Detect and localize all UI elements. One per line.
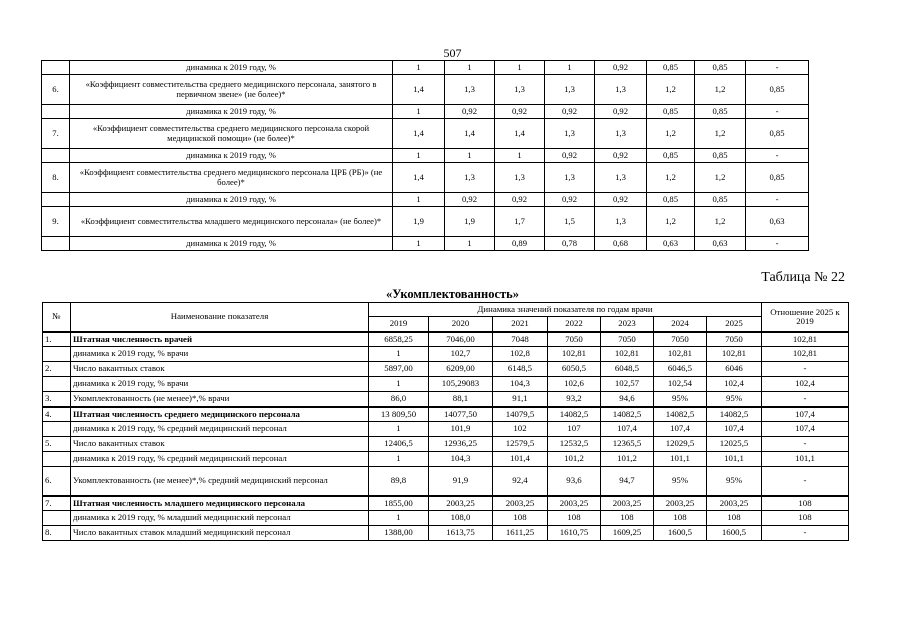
value-cell: 0,92 bbox=[595, 105, 647, 119]
value-cell: 1,4 bbox=[495, 119, 545, 149]
value-cell: 13 809,50 bbox=[369, 407, 429, 422]
table-row bbox=[43, 407, 849, 422]
value-cell: 1,3 bbox=[595, 163, 647, 193]
value-cell: 1,2 bbox=[695, 75, 746, 105]
indicator-name: «Коэффициент совместительства младшего медицинского персонала» (не более)* bbox=[70, 207, 393, 237]
header-name: Наименование показателя bbox=[71, 303, 369, 332]
value-cell: 1 bbox=[393, 237, 445, 251]
value-cell: 88,1 bbox=[429, 392, 493, 407]
value-cell: 6048,5 bbox=[601, 362, 654, 377]
value-cell: 102,7 bbox=[429, 347, 493, 362]
value-cell: 0,63 bbox=[695, 237, 746, 251]
value-cell: 1 bbox=[545, 61, 595, 75]
ratio-cell: 107,4 bbox=[762, 422, 849, 437]
value-cell: 1611,25 bbox=[493, 526, 548, 541]
value-cell: 1610,75 bbox=[548, 526, 601, 541]
header-year: 2022 bbox=[548, 317, 601, 332]
value-cell: 1,5 bbox=[545, 207, 595, 237]
table-row bbox=[43, 377, 849, 392]
value-cell: 1,9 bbox=[393, 207, 445, 237]
table-row bbox=[42, 207, 809, 237]
value-cell: 108 bbox=[601, 511, 654, 526]
value-cell: 101,4 bbox=[493, 452, 548, 467]
table-row bbox=[43, 437, 849, 452]
ratio-cell: - bbox=[746, 149, 809, 163]
value-cell: 0,92 bbox=[595, 149, 647, 163]
value-cell: 107,4 bbox=[654, 422, 707, 437]
ratio-cell: - bbox=[762, 362, 849, 377]
ratio-cell: 108 bbox=[762, 496, 849, 511]
value-cell: 1,4 bbox=[393, 163, 445, 193]
ratio-cell: - bbox=[746, 237, 809, 251]
value-cell: 1,3 bbox=[595, 207, 647, 237]
value-cell: 104,3 bbox=[493, 377, 548, 392]
indicator-name: Штатная численность врачей bbox=[71, 332, 369, 347]
header-year: 2020 bbox=[429, 317, 493, 332]
value-cell: 101,9 bbox=[429, 422, 493, 437]
value-cell: 1 bbox=[393, 105, 445, 119]
indicator-name: «Коэффициент совместительства среднего медицинского персонала, занятого в первичном звене» (не более)* bbox=[70, 75, 393, 105]
value-cell: 7050 bbox=[654, 332, 707, 347]
indicator-name: Укомплектованность (не менее)*,% врачи bbox=[71, 392, 369, 407]
table-row bbox=[42, 119, 809, 149]
row-number: 4. bbox=[43, 407, 71, 422]
ratio-cell: 107,4 bbox=[762, 407, 849, 422]
table-row bbox=[43, 332, 849, 347]
value-cell: 6858,25 bbox=[369, 332, 429, 347]
value-cell: 1,3 bbox=[495, 163, 545, 193]
value-cell: 1613,75 bbox=[429, 526, 493, 541]
value-cell: 95% bbox=[654, 467, 707, 496]
value-cell: 14082,5 bbox=[654, 407, 707, 422]
value-cell: 1 bbox=[369, 511, 429, 526]
value-cell: 102,81 bbox=[707, 347, 762, 362]
header-ratio: Отношение 2025 к 2019 bbox=[762, 303, 849, 332]
value-cell: 12029,5 bbox=[654, 437, 707, 452]
value-cell: 1 bbox=[445, 61, 495, 75]
value-cell: 104,3 bbox=[429, 452, 493, 467]
value-cell: 102 bbox=[493, 422, 548, 437]
indicator-name: «Коэффициент совместительства среднего медицинского персонала скорой медицинской помощи» (не более)* bbox=[70, 119, 393, 149]
ratio-cell: 101,1 bbox=[762, 452, 849, 467]
row-number bbox=[43, 422, 71, 437]
table-row bbox=[43, 452, 849, 467]
table-row bbox=[42, 75, 809, 105]
value-cell: 2003,25 bbox=[429, 496, 493, 511]
ratio-cell: 0,85 bbox=[746, 75, 809, 105]
value-cell: 1 bbox=[369, 377, 429, 392]
value-cell: 1,2 bbox=[647, 119, 695, 149]
indicator-name: динамика к 2019 году, % bbox=[70, 105, 393, 119]
value-cell: 0,92 bbox=[545, 105, 595, 119]
value-cell: 1 bbox=[445, 237, 495, 251]
table-row bbox=[43, 422, 849, 437]
value-cell: 2003,25 bbox=[493, 496, 548, 511]
value-cell: 14077,50 bbox=[429, 407, 493, 422]
indicator-name: динамика к 2019 году, % bbox=[70, 61, 393, 75]
value-cell: 93,6 bbox=[548, 467, 601, 496]
ratio-cell: 102,4 bbox=[762, 377, 849, 392]
value-cell: 1,2 bbox=[647, 75, 695, 105]
value-cell: 1 bbox=[445, 149, 495, 163]
value-cell: 6050,5 bbox=[548, 362, 601, 377]
value-cell: 0,85 bbox=[695, 61, 746, 75]
value-cell: 1,2 bbox=[695, 207, 746, 237]
value-cell: 0,63 bbox=[647, 237, 695, 251]
value-cell: 1,3 bbox=[545, 163, 595, 193]
value-cell: 12579,5 bbox=[493, 437, 548, 452]
value-cell: 107,4 bbox=[601, 422, 654, 437]
value-cell: 1600,5 bbox=[707, 526, 762, 541]
value-cell: 108 bbox=[493, 511, 548, 526]
value-cell: 1 bbox=[393, 61, 445, 75]
indicator-name: динамика к 2019 году, % младший медицинский персонал bbox=[71, 511, 369, 526]
row-number bbox=[43, 347, 71, 362]
value-cell: 14082,5 bbox=[707, 407, 762, 422]
table-row bbox=[43, 362, 849, 377]
value-cell: 0,85 bbox=[647, 193, 695, 207]
value-cell: 12936,25 bbox=[429, 437, 493, 452]
row-number bbox=[42, 193, 70, 207]
row-number bbox=[43, 452, 71, 467]
ratio-cell: - bbox=[746, 61, 809, 75]
table-row bbox=[42, 193, 809, 207]
indicator-name: «Коэффициент совместительства среднего медицинского персонала ЦРБ (РБ)» (не более)* bbox=[70, 163, 393, 193]
indicator-name: динамика к 2019 году, % врачи bbox=[71, 347, 369, 362]
ratio-cell: - bbox=[762, 392, 849, 407]
value-cell: 94,6 bbox=[601, 392, 654, 407]
value-cell: 0,92 bbox=[595, 61, 647, 75]
indicator-name: Число вакантных ставок bbox=[71, 437, 369, 452]
indicator-name: динамика к 2019 году, % bbox=[70, 149, 393, 163]
value-cell: 6148,5 bbox=[493, 362, 548, 377]
table-row bbox=[42, 61, 809, 75]
indicator-name: динамика к 2019 году, % bbox=[70, 237, 393, 251]
value-cell: 107 bbox=[548, 422, 601, 437]
value-cell: 6209,00 bbox=[429, 362, 493, 377]
table-row bbox=[43, 467, 849, 496]
indicator-name: Штатная численность младшего медицинского персонала bbox=[71, 496, 369, 511]
value-cell: 102,57 bbox=[601, 377, 654, 392]
value-cell: 14082,5 bbox=[601, 407, 654, 422]
row-number: 1. bbox=[43, 332, 71, 347]
ratio-cell: 0,85 bbox=[746, 163, 809, 193]
value-cell: 1,2 bbox=[647, 163, 695, 193]
value-cell: 1 bbox=[369, 347, 429, 362]
value-cell: 0,85 bbox=[647, 149, 695, 163]
value-cell: 2003,25 bbox=[707, 496, 762, 511]
value-cell: 0,92 bbox=[495, 193, 545, 207]
value-cell: 1855,00 bbox=[369, 496, 429, 511]
value-cell: 0,68 bbox=[595, 237, 647, 251]
value-cell: 108 bbox=[654, 511, 707, 526]
header-year: 2024 bbox=[654, 317, 707, 332]
value-cell: 101,2 bbox=[601, 452, 654, 467]
value-cell: 91,1 bbox=[493, 392, 548, 407]
table-row bbox=[42, 237, 809, 251]
value-cell: 102,4 bbox=[707, 377, 762, 392]
value-cell: 95% bbox=[654, 392, 707, 407]
row-number bbox=[42, 61, 70, 75]
value-cell: 0,92 bbox=[595, 193, 647, 207]
value-cell: 89,8 bbox=[369, 467, 429, 496]
ratio-cell: - bbox=[762, 467, 849, 496]
value-cell: 7050 bbox=[548, 332, 601, 347]
ratio-cell: - bbox=[746, 193, 809, 207]
value-cell: 93,2 bbox=[548, 392, 601, 407]
row-number: 7. bbox=[42, 119, 70, 149]
value-cell: 1,3 bbox=[445, 163, 495, 193]
value-cell: 0,92 bbox=[545, 193, 595, 207]
value-cell: 7048 bbox=[493, 332, 548, 347]
table-row bbox=[42, 105, 809, 119]
value-cell: 6046,5 bbox=[654, 362, 707, 377]
value-cell: 7046,00 bbox=[429, 332, 493, 347]
row-number: 9. bbox=[42, 207, 70, 237]
value-cell: 2003,25 bbox=[548, 496, 601, 511]
value-cell: 0,92 bbox=[445, 105, 495, 119]
value-cell: 1,2 bbox=[695, 163, 746, 193]
value-cell: 0,85 bbox=[695, 193, 746, 207]
value-cell: 107,4 bbox=[707, 422, 762, 437]
value-cell: 1,3 bbox=[545, 119, 595, 149]
indicator-name: Число вакантных ставок bbox=[71, 362, 369, 377]
value-cell: 1,4 bbox=[393, 75, 445, 105]
value-cell: 1,4 bbox=[445, 119, 495, 149]
value-cell: 102,81 bbox=[654, 347, 707, 362]
value-cell: 2003,25 bbox=[654, 496, 707, 511]
value-cell: 12406,5 bbox=[369, 437, 429, 452]
value-cell: 102,8 bbox=[493, 347, 548, 362]
value-cell: 5897,00 bbox=[369, 362, 429, 377]
value-cell: 0,78 bbox=[545, 237, 595, 251]
value-cell: 108 bbox=[548, 511, 601, 526]
value-cell: 1 bbox=[495, 149, 545, 163]
value-cell: 14079,5 bbox=[493, 407, 548, 422]
row-number bbox=[43, 511, 71, 526]
header-year: 2025 bbox=[707, 317, 762, 332]
header-year: 2021 bbox=[493, 317, 548, 332]
table-row bbox=[43, 347, 849, 362]
value-cell: 0,92 bbox=[445, 193, 495, 207]
header-dynamics: Динамика значений показателя по годам врачи bbox=[369, 303, 762, 317]
row-number bbox=[42, 105, 70, 119]
value-cell: 102,6 bbox=[548, 377, 601, 392]
row-number bbox=[42, 149, 70, 163]
page-number: 507 bbox=[443, 46, 462, 60]
value-cell: 1 bbox=[393, 193, 445, 207]
value-cell: 101,1 bbox=[707, 452, 762, 467]
row-number: 2. bbox=[43, 362, 71, 377]
indicator-name: Число вакантных ставок младший медицинский персонал bbox=[71, 526, 369, 541]
coefficient-table bbox=[41, 60, 809, 251]
value-cell: 1,7 bbox=[495, 207, 545, 237]
value-cell: 0,92 bbox=[545, 149, 595, 163]
indicator-name: Штатная численность среднего медицинского персонала bbox=[71, 407, 369, 422]
value-cell: 1,9 bbox=[445, 207, 495, 237]
value-cell: 0,85 bbox=[695, 149, 746, 163]
value-cell: 1600,5 bbox=[654, 526, 707, 541]
header-year: 2019 bbox=[369, 317, 429, 332]
value-cell: 1,3 bbox=[595, 119, 647, 149]
value-cell: 101,1 bbox=[654, 452, 707, 467]
value-cell: 1,3 bbox=[445, 75, 495, 105]
ratio-cell: 102,81 bbox=[762, 332, 849, 347]
value-cell: 1 bbox=[495, 61, 545, 75]
ratio-cell: 0,85 bbox=[746, 119, 809, 149]
value-cell: 1,4 bbox=[393, 119, 445, 149]
row-number: 8. bbox=[43, 526, 71, 541]
value-cell: 1 bbox=[393, 149, 445, 163]
value-cell: 7050 bbox=[601, 332, 654, 347]
value-cell: 102,54 bbox=[654, 377, 707, 392]
value-cell: 94,7 bbox=[601, 467, 654, 496]
value-cell: 2003,25 bbox=[601, 496, 654, 511]
value-cell: 7050 bbox=[707, 332, 762, 347]
ratio-cell: 0,63 bbox=[746, 207, 809, 237]
value-cell: 1 bbox=[369, 452, 429, 467]
value-cell: 108,0 bbox=[429, 511, 493, 526]
value-cell: 1609,25 bbox=[601, 526, 654, 541]
value-cell: 95% bbox=[707, 467, 762, 496]
value-cell: 1 bbox=[369, 422, 429, 437]
indicator-name: Укомплектованность (не менее)*,% средний медицинский персонал bbox=[71, 467, 369, 496]
row-number: 7. bbox=[43, 496, 71, 511]
value-cell: 12532,5 bbox=[548, 437, 601, 452]
ratio-cell: 108 bbox=[762, 511, 849, 526]
staffing-table bbox=[42, 302, 849, 541]
value-cell: 91,9 bbox=[429, 467, 493, 496]
value-cell: 1,3 bbox=[495, 75, 545, 105]
value-cell: 102,81 bbox=[548, 347, 601, 362]
row-number: 3. bbox=[43, 392, 71, 407]
value-cell: 95% bbox=[707, 392, 762, 407]
row-number: 6. bbox=[43, 467, 71, 496]
table-row bbox=[42, 149, 809, 163]
value-cell: 0,85 bbox=[695, 105, 746, 119]
value-cell: 1,3 bbox=[545, 75, 595, 105]
value-cell: 101,2 bbox=[548, 452, 601, 467]
table-row bbox=[43, 511, 849, 526]
value-cell: 102,81 bbox=[601, 347, 654, 362]
table-row bbox=[42, 163, 809, 193]
value-cell: 0,85 bbox=[647, 105, 695, 119]
indicator-name: динамика к 2019 году, % врачи bbox=[71, 377, 369, 392]
row-number bbox=[43, 377, 71, 392]
value-cell: 0,85 bbox=[647, 61, 695, 75]
indicator-name: динамика к 2019 году, % средний медицинский персонал bbox=[71, 422, 369, 437]
ratio-cell: - bbox=[762, 526, 849, 541]
value-cell: 86,0 bbox=[369, 392, 429, 407]
table-title: «Укомплектованность» bbox=[385, 287, 520, 301]
value-cell: 6046 bbox=[707, 362, 762, 377]
indicator-name: динамика к 2019 году, % bbox=[70, 193, 393, 207]
indicator-name: динамика к 2019 году, % средний медицинский персонал bbox=[71, 452, 369, 467]
value-cell: 108 bbox=[707, 511, 762, 526]
value-cell: 12365,5 bbox=[601, 437, 654, 452]
ratio-cell: 102,81 bbox=[762, 347, 849, 362]
value-cell: 0,92 bbox=[495, 105, 545, 119]
table-row bbox=[43, 392, 849, 407]
row-number: 6. bbox=[42, 75, 70, 105]
value-cell: 1388,00 bbox=[369, 526, 429, 541]
ratio-cell: - bbox=[762, 437, 849, 452]
header-year: 2023 bbox=[601, 317, 654, 332]
table-label: Таблица № 22 bbox=[761, 270, 845, 285]
value-cell: 12025,5 bbox=[707, 437, 762, 452]
ratio-cell: - bbox=[746, 105, 809, 119]
value-cell: 1,3 bbox=[595, 75, 647, 105]
value-cell: 0,89 bbox=[495, 237, 545, 251]
row-number bbox=[42, 237, 70, 251]
value-cell: 14082,5 bbox=[548, 407, 601, 422]
value-cell: 1,2 bbox=[647, 207, 695, 237]
table-row bbox=[43, 496, 849, 511]
row-number: 8. bbox=[42, 163, 70, 193]
value-cell: 105,29083 bbox=[429, 377, 493, 392]
value-cell: 1,2 bbox=[695, 119, 746, 149]
value-cell: 92,4 bbox=[493, 467, 548, 496]
header-no: № bbox=[43, 303, 71, 332]
table-row bbox=[43, 526, 849, 541]
row-number: 5. bbox=[43, 437, 71, 452]
